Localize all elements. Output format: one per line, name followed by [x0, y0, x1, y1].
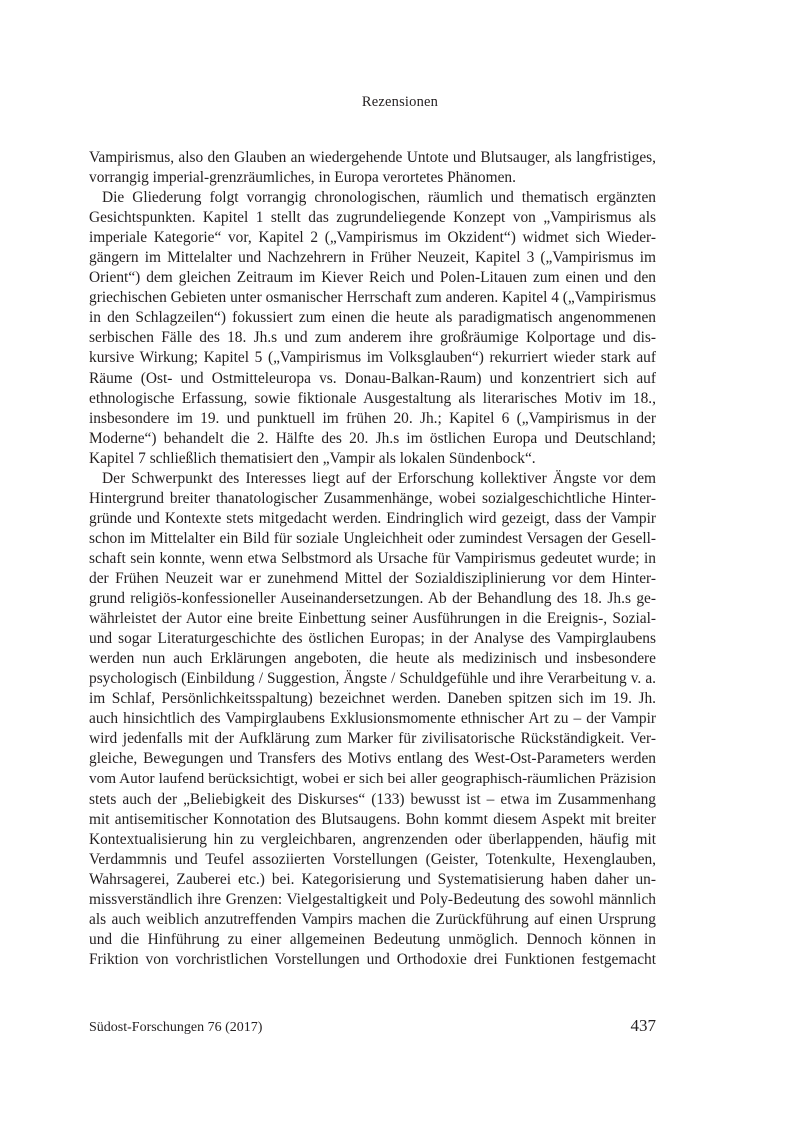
text-line: missverständlich ihre Grenzen: Vielgestaltigkeit und Poly-Bedeutung des sowohl männlich	[89, 890, 656, 908]
text-line: Verdammnis und Teufel assoziierten Vorstellungen (Geister, Totenkulte, Hexenglauben,	[89, 850, 656, 868]
running-head: Rezensionen	[361, 94, 439, 110]
text-line: auch hinsichtlich des Vampirglaubens Exklusionsmomente ethnischer Art zu – der Vampir	[89, 710, 656, 728]
text-line: in den Schlagzeilen“) fokussiert zum einen die heute als paradigmatisch angenommenen	[89, 309, 656, 327]
text-line: schon im Mittelalter ein Bild für soziale Ungleichheit oder zumindest Versagen der Gesell-	[89, 529, 656, 547]
text-line: im Schlaf, Persönlichkeitsspaltung) bezeichnet werden. Daneben spitzen sich im 19. Jh.	[89, 690, 656, 708]
text-line: und die Hinführung zu einer allgemeinen Bedeutung unmöglich. Dennoch können in	[89, 930, 656, 948]
text-line: Moderne“) behandelt die 2. Hälfte des 20. Jh.s im östlichen Europa und Deutschland;	[89, 429, 656, 447]
text-line: mit antisemitischer Konnotation des Blutsaugens. Bohn kommt diesem Aspekt mit breiter	[89, 810, 656, 828]
text-line: Wahrsagerei, Zauberei etc.) bei. Kategorisierung und Systematisierung haben daher un-	[89, 870, 656, 888]
body-text	[89, 148, 656, 970]
text-line: serbischen Fälle des 18. Jh.s und zum anderem ihre großräumige Kolportage und dis-	[89, 329, 656, 347]
text-line: Kapitel 7 schließlich thematisiert den „Vampir als lokalen Sündenbock“.	[89, 449, 536, 467]
text-line: Orient“) dem gleichen Zeitraum im Kiever Reich und Polen-Litauen zum einen und den	[89, 269, 656, 287]
text-line: schaft sein konnte, wenn etwa Selbstmord als Ursache für Vampirismus gedeutet wurde; in	[89, 549, 656, 567]
text-line: griechischen Gebieten unter osmanischer Herrschaft zum anderen. Kapitel 4 („Vampirismus	[89, 289, 656, 307]
text-line: als auch weiblich anzutreffenden Vampirs machen die Zurückführung auf einen Ursprung	[89, 910, 656, 928]
text-line: werden nun auch Erklärungen angeboten, die heute als medizinisch und insbesondere	[89, 650, 656, 668]
text-line: und sogar Literaturgeschichte des östlichen Europas; in der Analyse des Vampirglaubens	[89, 630, 656, 648]
text-line: Vampirismus, also den Glauben an wiedergehende Untote und Blutsauger, als langfristiges,	[89, 149, 656, 166]
text-line: imperiale Kategorie“ vor, Kapitel 2 („Vampirismus im Okzident“) widmet sich Wieder-	[89, 229, 656, 247]
text-line: Kontextualisierung hin zu vergleichbaren, angrenzenden oder überlappenden, häufig mit	[89, 830, 656, 848]
text-line: ethnologische Erfassung, sowie fiktionale Ausgestaltung als literarisches Motiv im 18.,	[89, 389, 656, 407]
text-line: Friktion von vorchristlichen Vorstellungen und Orthodoxie drei Funktionen festgemacht	[89, 950, 656, 968]
text-line: vom Autor laufend berücksichtigt, wobei er sich bei aller geographisch-räumlichen Präzision	[89, 770, 656, 788]
text-line: vorrangig imperial-grenzräumliches, in Europa verortetes Phänomen.	[89, 169, 516, 187]
text-line: Räume (Ost- und Ostmitteleuropa vs. Donau-Balkan-Raum) und konzentriert sich auf	[89, 369, 656, 387]
journal-citation: Südost-Forschungen 76 (2017)	[89, 1020, 263, 1035]
text-line: Der Schwerpunkt des Interesses liegt auf der Erforschung kollektiver Ängste vor dem	[102, 469, 656, 487]
text-line: währleistet der Autor eine breite Einbettung seiner Ausführungen in die Ereignis-, Sozial-	[89, 610, 656, 628]
text-line: insbesondere im 19. und punktuell im frühen 20. Jh.; Kapitel 6 („Vampirismus in der	[89, 409, 656, 427]
text-line: gleiche, Bewegungen und Transfers des Motivs entlang des West-Ost-Parameters werden	[89, 750, 656, 768]
text-line: gängern im Mittelalter und Nachzehrern in Früher Neuzeit, Kapitel 3 („Vampirismus im	[89, 249, 656, 267]
text-line: gründe und Kontexte stets mitgedacht werden. Eindringlich wird gezeigt, dass der Vampir	[89, 509, 656, 527]
text-line: wird jedenfalls mit der Aufklärung zum Marker für zivilisatorische Rückständigkeit. Ver-	[89, 730, 656, 748]
text-line: kursive Wirkung; Kapitel 5 („Vampirismus im Volksglauben“) rekurriert wieder stark auf	[89, 349, 656, 367]
text-line: grund religiös-konfessioneller Auseinandersetzungen. Ab der Behandlung des 18. Jh.s ge-	[89, 590, 656, 608]
page-number: 437	[630, 1016, 656, 1035]
text-line: Hintergrund breiter thanatologischer Zusammenhänge, wobei sozialgeschichtliche Hinter-	[89, 489, 656, 507]
text-line: stets auch der „Beliebigkeit des Diskurses“ (133) bewusst ist – etwa im Zusammenhang	[89, 790, 656, 808]
text-line: der Frühen Neuzeit war er zunehmend Mittel der Sozialdisziplinierung vor dem Hinter-	[89, 569, 656, 587]
text-line: psychologisch (Einbildung / Suggestion, Ängste / Schuldgefühle und ihre Verarbeitung v. a.	[89, 670, 656, 688]
text-line: Die Gliederung folgt vorrangig chronologischen, räumlich und thematisch ergänzten	[102, 189, 656, 207]
text-line: Gesichtspunkten. Kapitel 1 stellt das zugrundeliegende Konzept von „Vampirismus als	[89, 209, 656, 227]
